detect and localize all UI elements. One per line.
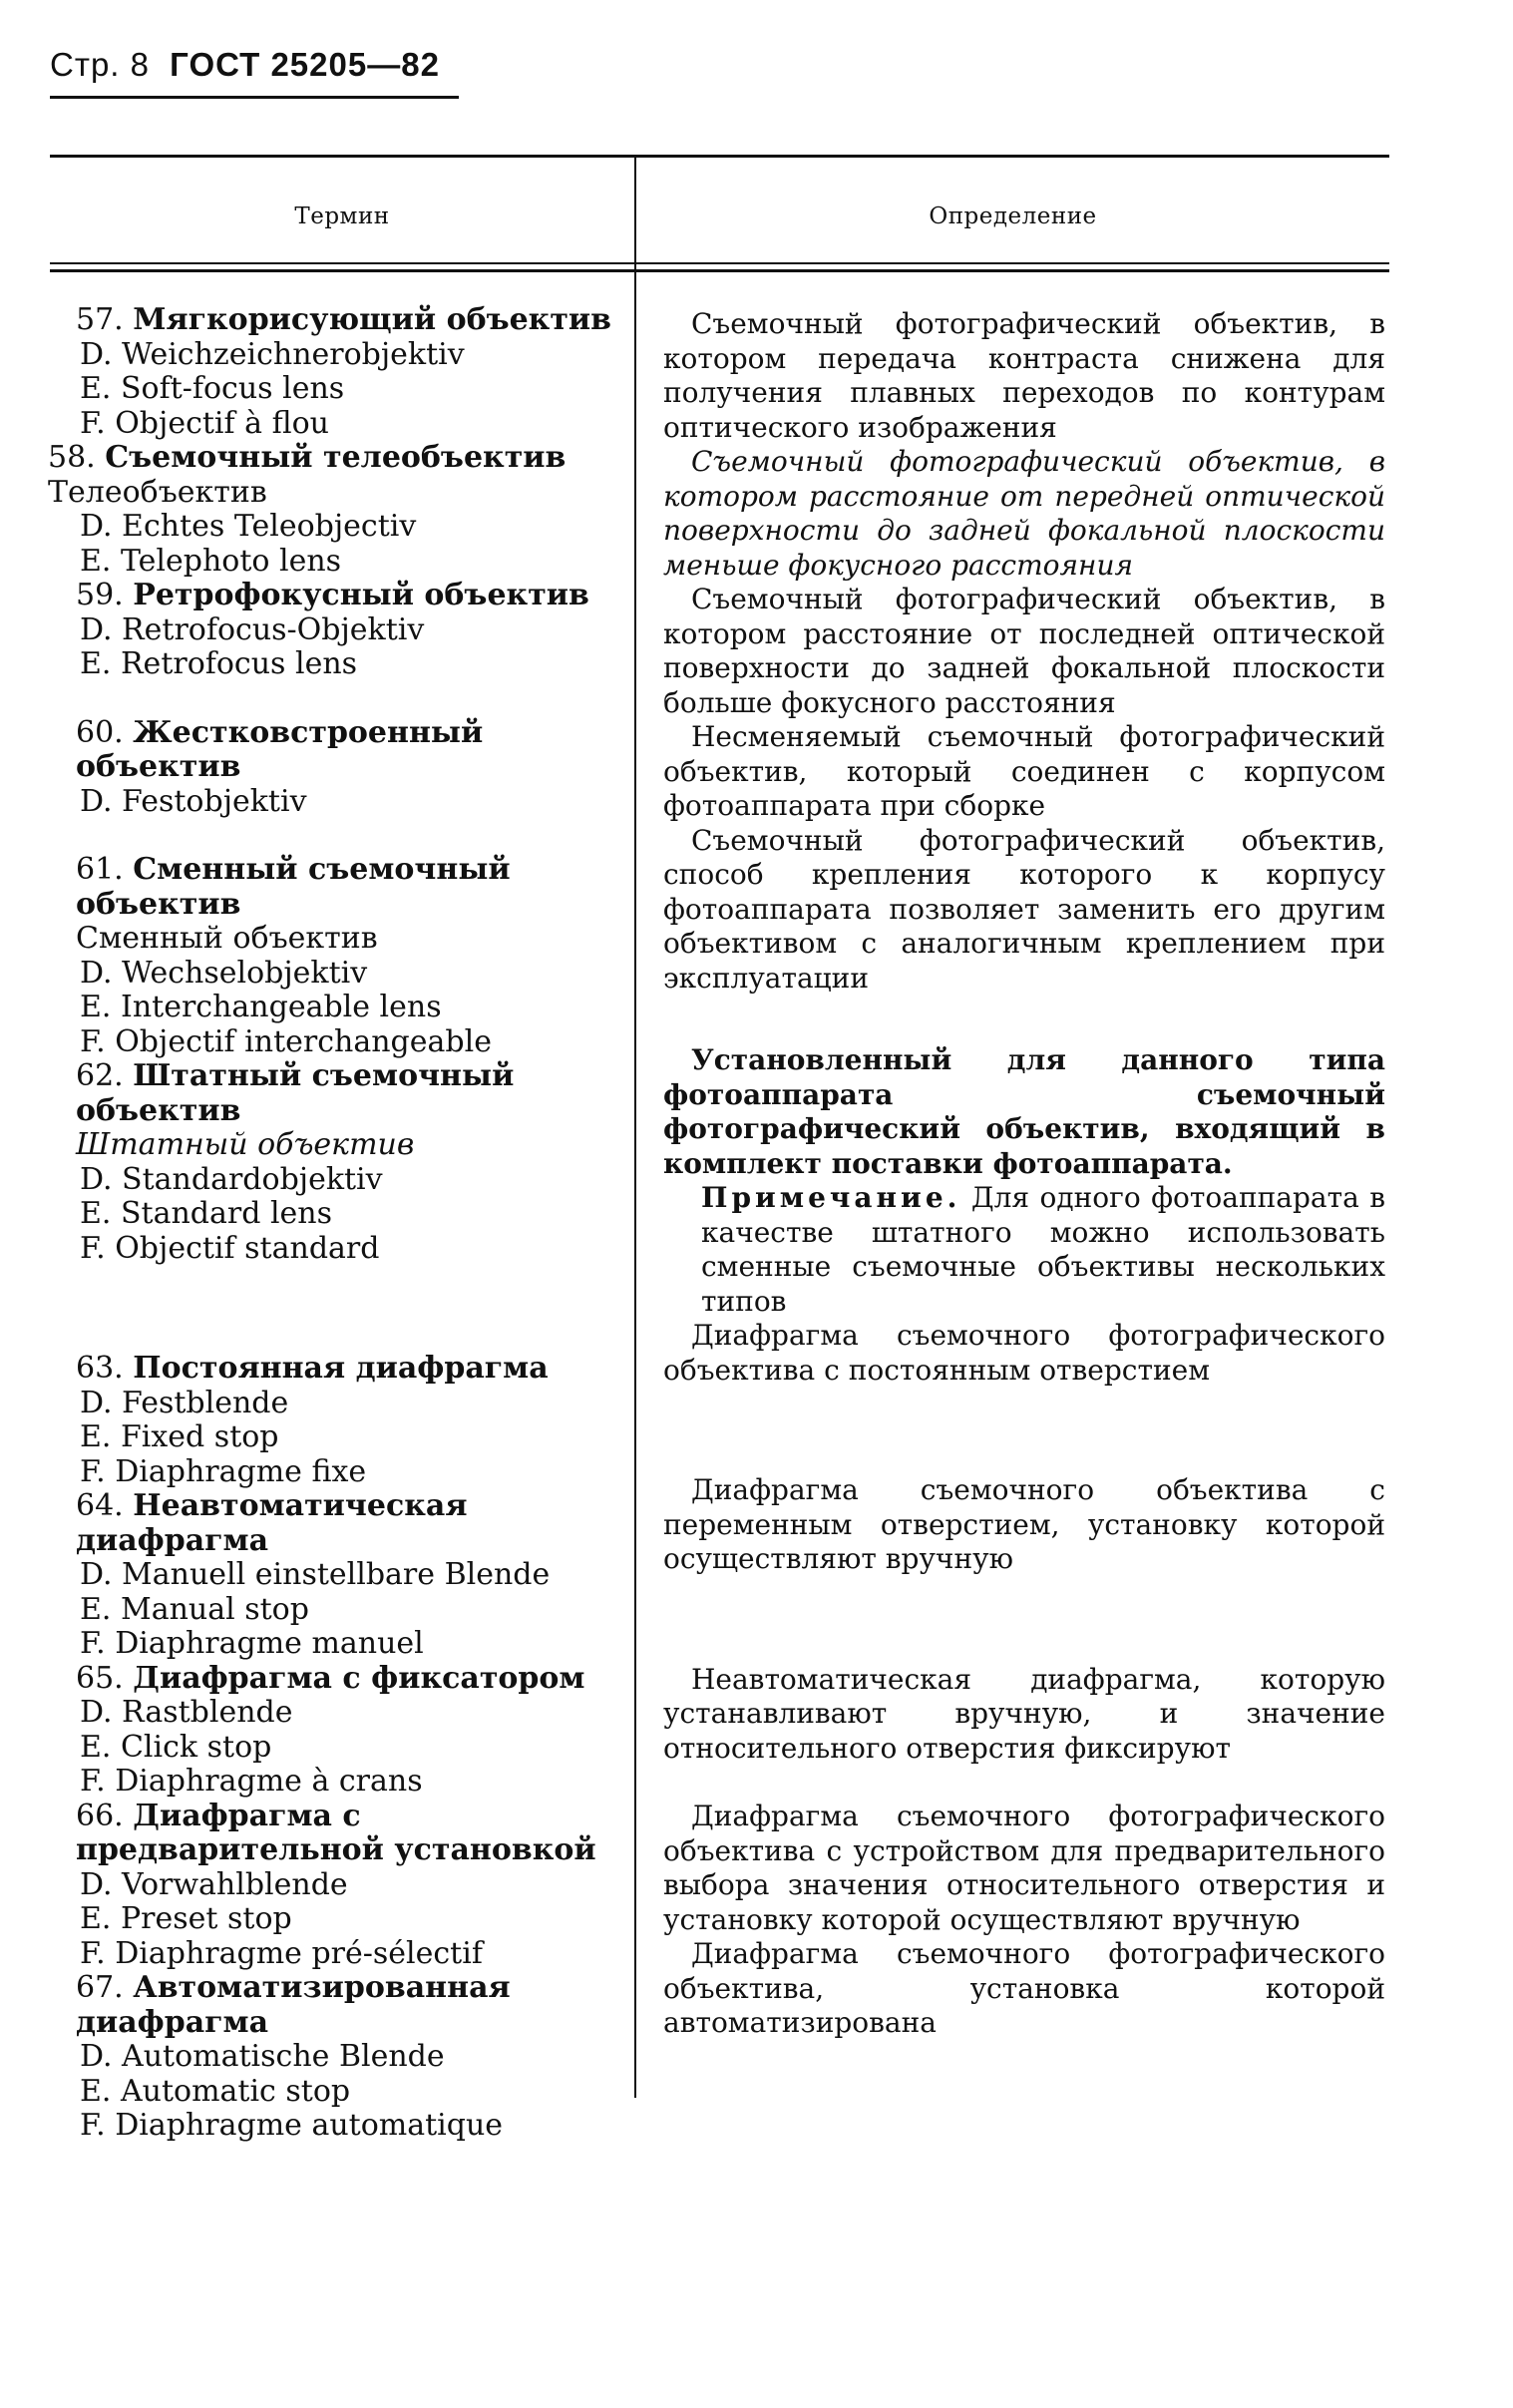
term-name: Мягкорисующий объектив [133, 302, 612, 337]
definition-58: Съемочный фотографический объектив, в котором расстояние от передней оптической поверхности до задней фокальной плоскости меньше фокусного расстояния [663, 445, 1385, 582]
term-foreign: E. Click stop [80, 1729, 272, 1765]
term-synonym: Сменный объектив [76, 921, 378, 956]
term-foreign: D. Standardobjektiv [80, 1161, 383, 1197]
term-name: Диафрагма с предварительной установкой [76, 1798, 596, 1867]
term-number: 66. [76, 1798, 124, 1833]
term-foreign: F. Objectif standard [80, 1230, 380, 1266]
definition-62: Установленный для данного типа фотоаппарата съемочный фотографический объектив, входящий в комплект поставки фотоаппарата. [663, 1043, 1385, 1180]
term-number: 60. [76, 714, 124, 750]
term-entry-63 [76, 1352, 619, 1489]
term-name: Съемочный телеобъектив [105, 440, 567, 475]
term-entry-57 [76, 303, 619, 441]
standard-code: ГОСТ 25205—82 [170, 46, 440, 83]
term-foreign: E. Fixed stop [80, 1419, 279, 1454]
term-name: Штатный съемочный объектив [76, 1058, 515, 1128]
column-divider [634, 158, 636, 2098]
term-foreign: E. Preset stop [80, 1901, 292, 1936]
term-synonym: Штатный объектив [76, 1127, 415, 1162]
definition-67: Диафрагма съемочного фотографического объектива, установка которой автоматизирована [663, 1937, 1385, 2039]
term-foreign: E. Automatic stop [80, 2073, 351, 2109]
header-bottom-rule-double [50, 269, 1389, 272]
table-top-rule [50, 155, 1389, 158]
term-foreign: E. Retrofocus lens [80, 646, 358, 681]
term-number: 62. [76, 1058, 124, 1093]
definition-57: Съемочный фотографический объектив, в котором передача контраста снижена для получения плавных переходов по контурам оптического изображения [663, 307, 1385, 444]
term-foreign: D. Vorwahlblende [80, 1866, 348, 1902]
definition-66: Диафрагма съемочного фотографического объектива с устройством для предварительного выбора значения относительного отверстия и установку которой осуществляют вручную [663, 1800, 1385, 1936]
term-foreign: F. Diaphragme manuel [80, 1626, 424, 1661]
term-foreign: D. Manuell einstellbare Blende [80, 1557, 551, 1592]
column-header-term: Термин [294, 203, 390, 229]
term-entry-64 [76, 1489, 619, 1662]
definition-61: Съемочный фотографический объектив, способ крепления которого к корпусу фотоаппарата позволяет заменить его другим объективом с аналогичным креплением при эксплуатации [663, 823, 1385, 995]
term-entry-67 [76, 1971, 619, 2144]
definition-60: Несменяемый съемочный фотографический объектив, который соединен с корпусом фотоаппарата при сборке [663, 720, 1385, 822]
note-label: Примечание. [701, 1181, 961, 1214]
term-foreign: E. Manual stop [80, 1591, 309, 1627]
term-number: 59. [76, 578, 124, 612]
term-entry-61 [76, 853, 619, 1059]
term-name: Ретрофокусный объектив [133, 578, 589, 612]
term-name: Постоянная диафрагма [133, 1351, 549, 1386]
term-name: Автоматизированная диафрагма [76, 1970, 511, 2040]
term-number: 63. [76, 1351, 124, 1386]
term-foreign: F. Diaphragme pré-sélectif [80, 1935, 483, 1971]
term-foreign: D. Wechselobjektiv [80, 955, 368, 991]
term-foreign: D. Rastblende [80, 1695, 293, 1730]
term-entry-65 [76, 1662, 619, 1800]
term-foreign: F. Diaphragme automatique [80, 2108, 504, 2143]
term-entry-66 [76, 1800, 619, 1972]
term-name: Диафрагма с фиксатором [133, 1660, 585, 1696]
term-foreign: E. Telephoto lens [80, 543, 342, 579]
page-header [50, 46, 459, 84]
term-foreign: F. Objectif interchangeable [80, 1023, 492, 1059]
term-foreign: F. Diaphragme fixe [80, 1453, 367, 1489]
term-name: Неавтоматическая диафрагма [76, 1488, 468, 1558]
term-number: 65. [76, 1660, 124, 1696]
term-entry-58 [48, 440, 619, 579]
term-foreign: D. Echtes Teleobjectiv [80, 509, 417, 544]
term-synonym: Телеобъектив [48, 474, 267, 510]
term-foreign: D. Festblende [80, 1385, 289, 1420]
definition-64: Диафрагма съемочного объектива с переменным отверстием, установку которой осуществляют вручную [663, 1473, 1385, 1575]
definition-63: Диафрагма съемочного фотографического объектива с постоянным отверстием [663, 1319, 1385, 1387]
header-rule [50, 96, 459, 99]
definition-65: Неавтоматическая диафрагма, которую устанавливают вручную, и значение относительного отверстия фиксируют [663, 1662, 1385, 1765]
term-foreign: E. Soft-focus lens [80, 371, 345, 406]
term-foreign: F. Diaphragme à crans [80, 1764, 423, 1799]
term-entry-62 [76, 1059, 619, 1266]
term-number: 64. [76, 1488, 124, 1523]
term-entry-60 [76, 716, 619, 820]
header-bottom-rule [50, 262, 1389, 264]
term-foreign: D. Weichzeichnerobjektiv [80, 336, 465, 372]
page-number: Стр. 8 [50, 46, 150, 83]
term-number: 67. [76, 1970, 124, 2005]
term-foreign: F. Objectif à flou [80, 405, 329, 441]
terms-column [48, 302, 619, 2144]
term-foreign: D. Automatische Blende [80, 2039, 445, 2074]
term-foreign: E. Standard lens [80, 1196, 333, 1231]
definition-59: Съемочный фотографический объектив, в котором расстояние от последней оптической поверхности до задней фокальной плоскости больше фокусного расстояния [663, 583, 1385, 719]
term-foreign: E. Interchangeable lens [80, 990, 442, 1024]
note-text: Для одного фотоаппарата в качестве штатного можно использовать сменные съемочные объективы нескольких типов [701, 1181, 1385, 1318]
term-name: Жестковстроенный объектив [76, 714, 484, 784]
term-foreign: D. Festobjektiv [80, 783, 307, 819]
column-header-definition: Определение [929, 203, 1097, 229]
term-number: 57. [76, 302, 124, 337]
term-entry-59 [76, 579, 619, 682]
term-name: Сменный съемочный объектив [76, 852, 511, 922]
term-number: 61. [76, 852, 124, 887]
definition-62-note [663, 1181, 1385, 1319]
term-foreign: D. Retrofocus-Objektiv [80, 611, 425, 647]
term-number: 58. [48, 440, 96, 475]
definitions-column [663, 307, 1385, 2041]
